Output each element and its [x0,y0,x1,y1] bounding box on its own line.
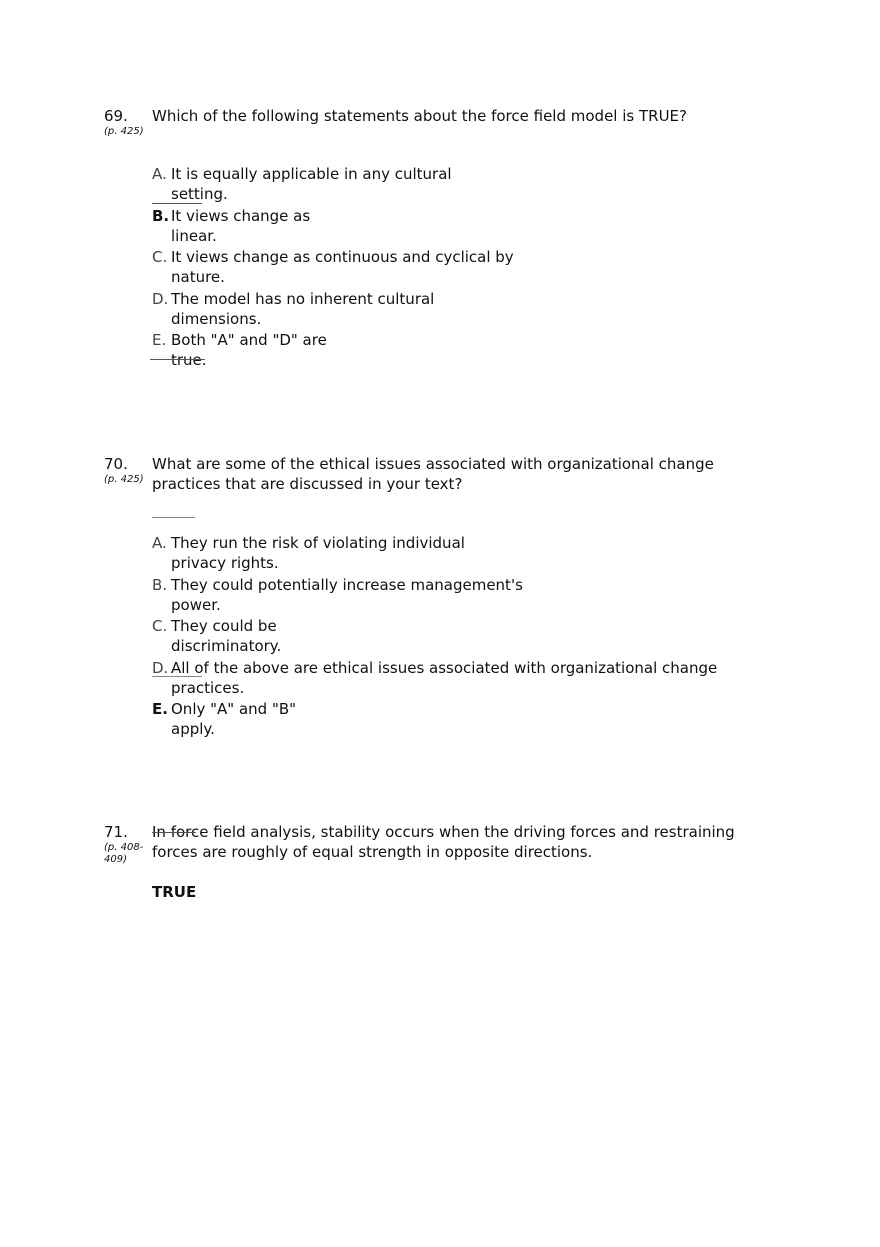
option-text: They run the risk of violating individual privacy rights. [171,534,465,572]
option-text: It views change as continuous and cyclical by nature. [171,248,514,286]
question-text: In force field analysis, stability occurs when the driving forces and restraining forces are roughly of equal strength in opposite directions. [152,823,735,861]
option-letter: E. [152,331,167,349]
option-text: They could be discriminatory. [171,617,282,655]
true-false-answer: TRUE [152,883,197,901]
option-c [152,247,532,287]
option-letter: E. [152,700,168,718]
option-e [152,330,347,370]
option-text: They could potentially increase management's power. [171,575,523,614]
question-text: Which of the following statements about the force field model is TRUE? [152,107,687,125]
scan-mark [150,359,205,360]
page-reference: (p. 425) [104,126,144,137]
option-text: Both "A" and "D" are true. [171,331,327,369]
answer-options [152,533,732,741]
option-b [152,206,327,246]
question-number: 71. [104,823,128,841]
question-number: 69. [104,107,128,125]
question-69 [0,106,880,376]
scan-mark [152,676,202,677]
option-text: Only "A" and "B" apply. [171,700,297,738]
question-71 [0,822,880,912]
option-letter: B. [152,206,170,225]
option-b [152,575,532,615]
answer-blank-line [152,517,195,518]
question-70 [0,454,880,744]
option-a [152,533,487,573]
option-text: The model has no inherent cultural dimensions. [171,289,435,328]
option-letter: A. [152,165,167,183]
option-e [152,699,332,739]
option-c [152,616,322,656]
option-a [152,164,472,204]
page-reference: (p. 408-409) [104,842,144,865]
answer-options [152,164,532,372]
option-letter: A. [152,534,167,552]
option-letter: C. [152,248,168,266]
option-text: All of the above are ethical issues associated with organizational change practices. [171,658,718,697]
option-d [152,658,732,698]
scan-mark [152,203,202,204]
question-number: 70. [104,455,128,473]
option-letter: D. [152,658,169,677]
scan-mark [152,832,196,833]
option-letter: C. [152,617,168,635]
option-text: It is equally applicable in any cultural setting. [171,165,452,203]
option-letter: D. [152,289,169,308]
option-d [152,289,452,329]
page-reference: (p. 425) [104,474,144,485]
question-text: What are some of the ethical issues associated with organizational change practices that are discussed in your text? [152,455,714,493]
option-text: It views change as linear. [171,206,311,245]
option-letter: B. [152,575,168,594]
